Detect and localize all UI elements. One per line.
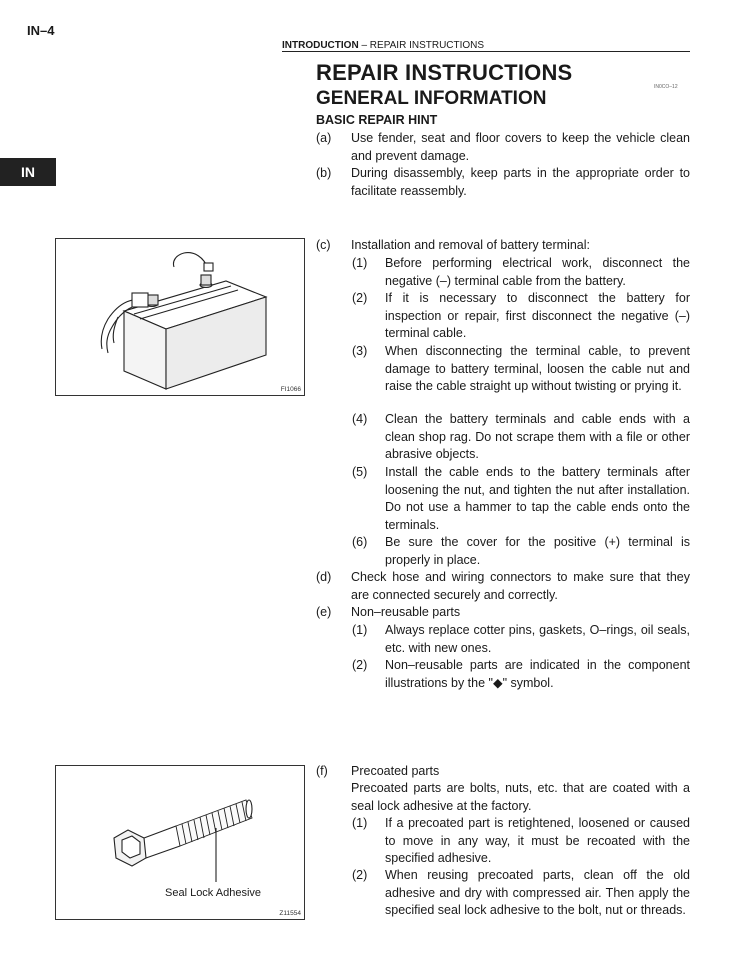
- side-tab-in: IN: [0, 158, 56, 186]
- item-f2-marker: (2): [352, 868, 368, 882]
- item-c6-marker: (6): [352, 535, 368, 549]
- item-c3-marker: (3): [352, 344, 368, 358]
- item-e-marker: (e): [316, 605, 332, 619]
- item-d-text: Check hose and wiring connectors to make sure that they are connected securely and correctly.: [351, 570, 690, 602]
- item-f2: [352, 867, 690, 920]
- item-d: [316, 569, 690, 604]
- item-c: [316, 237, 690, 255]
- item-c3: [352, 343, 690, 396]
- page-title: REPAIR INSTRUCTIONS: [316, 60, 573, 85]
- item-c1: [352, 255, 690, 290]
- item-e: [316, 604, 690, 622]
- item-c5: [352, 464, 690, 534]
- item-f-text: Precoated parts: [351, 764, 440, 778]
- item-e2-text: Non–reusable parts are indicated in the component illustrations by the "◆" symbol.: [385, 658, 690, 690]
- item-b-text: During disassembly, keep parts in the appropriate order to facilitate reassembly.: [351, 166, 690, 198]
- item-e2: [352, 657, 690, 692]
- battery-figure: [55, 238, 305, 396]
- item-c5-text: Install the cable ends to the battery terminals after loosening the nut, and tighten the nut after installation. Do not use a hammer to tap the cable ends onto the terminals.: [385, 465, 690, 532]
- item-e-text: Non–reusable parts: [351, 605, 461, 619]
- item-e1: [352, 622, 690, 657]
- item-c1-text: Before performing electrical work, disconnect the negative (–) terminal cable from the battery.: [385, 256, 690, 288]
- doc-code: IN0CO–12: [654, 84, 678, 90]
- item-a: [316, 130, 690, 165]
- item-f2-text: When reusing precoated parts, clean off the old adhesive and dry with compressed air. Then apply the specified seal lock adhesive to the bolt, nut or threads.: [385, 868, 690, 917]
- item-c2-marker: (2): [352, 291, 368, 305]
- item-f-marker: (f): [316, 764, 328, 778]
- battery-illustration: [56, 239, 304, 395]
- header-separator: –: [358, 40, 370, 51]
- item-c4-marker: (4): [352, 412, 368, 426]
- item-a-text: Use fender, seat and floor covers to keep the vehicle clean and prevent damage.: [351, 131, 690, 163]
- item-f1: [352, 815, 690, 868]
- item-f1-marker: (1): [352, 816, 368, 830]
- item-f: [316, 763, 690, 781]
- item-c4: [352, 411, 690, 464]
- seal-lock-adhesive-label: Seal Lock Adhesive: [165, 887, 262, 899]
- page-number: IN–4: [27, 23, 55, 38]
- item-f-description: [316, 780, 690, 815]
- bolt-figure-code: Z11554: [279, 910, 301, 917]
- item-c6-text: Be sure the cover for the positive (+) terminal is properly in place.: [385, 535, 690, 567]
- section-label: BASIC REPAIR HINT: [316, 113, 438, 127]
- item-c6: [352, 534, 690, 569]
- item-c-marker: (c): [316, 238, 331, 252]
- item-c2: [352, 290, 690, 343]
- running-header: [282, 40, 690, 52]
- item-f1-text: If a precoated part is retightened, loosened or caused to move in any way, it must be recoated with the specified adhesive.: [385, 816, 690, 865]
- item-e1-text: Always replace cotter pins, gaskets, O–rings, oil seals, etc. with new ones.: [385, 623, 690, 655]
- item-c4-text: Clean the battery terminals and cable ends with a clean shop rag. Do not scrape them with a file or other abrasive objects.: [385, 412, 690, 461]
- item-b: [316, 165, 690, 200]
- item-c1-marker: (1): [352, 256, 368, 270]
- item-e2-marker: (2): [352, 658, 368, 672]
- item-f-description-text: Precoated parts are bolts, nuts, etc. that are coated with a seal lock adhesive at the factory.: [351, 781, 690, 813]
- page-subtitle: GENERAL INFORMATION: [316, 88, 547, 109]
- header-subsection: REPAIR INSTRUCTIONS: [369, 40, 485, 51]
- header-section: INTRODUCTION: [282, 40, 359, 51]
- bolt-figure: [55, 765, 305, 920]
- item-d-marker: (d): [316, 570, 332, 584]
- item-e1-marker: (1): [352, 623, 368, 637]
- battery-figure-code: FI1066: [280, 386, 301, 393]
- item-c5-marker: (5): [352, 465, 368, 479]
- item-b-marker: (b): [316, 166, 332, 180]
- item-a-marker: (a): [316, 131, 332, 145]
- item-c2-text: If it is necessary to disconnect the battery for inspection or repair, first disconnect the negative (–) terminal cable.: [385, 291, 690, 340]
- item-c-text: Installation and removal of battery terminal:: [351, 238, 591, 252]
- item-c3-text: When disconnecting the terminal cable, to prevent damage to battery terminal, loosen the cable nut and raise the cable straight up without twisting or prying it.: [385, 344, 690, 393]
